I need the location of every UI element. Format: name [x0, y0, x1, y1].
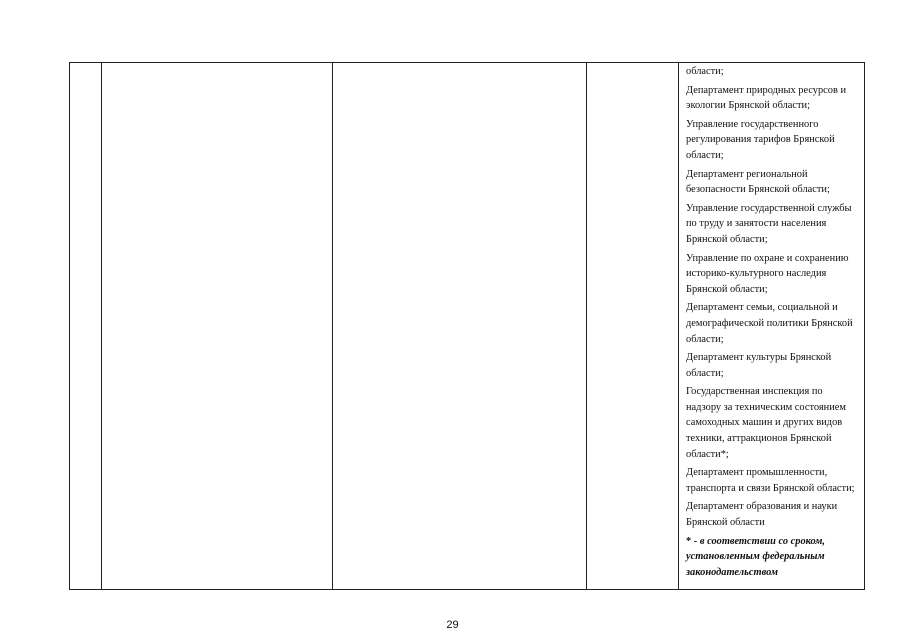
footnote: [679, 533, 864, 583]
column-divider: [101, 63, 102, 589]
table-entry: Управление по охране и сохранению историко-культурного наследия Брянской области;: [686, 252, 849, 295]
table-entry: Департамент образования и науки Брянской области: [686, 501, 838, 529]
footnote-star: *: [686, 535, 692, 547]
column-divider: [332, 63, 333, 589]
table-entry: области;: [686, 66, 724, 77]
table-entry: Департамент природных ресурсов и экологии Брянской области;: [686, 84, 847, 112]
responsible-bodies-cell: [679, 63, 864, 589]
table-entry: Департамент культуры Брянской области;: [686, 352, 832, 379]
table-entry: Департамент региональной безопасности Брянской области;: [686, 168, 830, 196]
page-number: 29: [446, 619, 459, 631]
table-entry: Департамент промышленности, транспорта и связи Брянской области;: [686, 467, 855, 494]
table-entry: Департамент семьи, социальной и демографической политики Брянской области;: [686, 302, 853, 345]
table-entry: Управление государственной службы по труду и занятости населения Брянской области;: [686, 202, 852, 245]
footnote-text: - в соответствии со сроком, установленным федеральным законодательством: [686, 535, 826, 578]
table: [69, 62, 865, 590]
table-entry: Государственная инспекция по надзору за техническим состоянием самоходных машин и других видов техники, аттракционов Брянской области*;: [686, 386, 846, 460]
column-divider: [586, 63, 587, 589]
table-entry: Управление государственного регулирования тарифов Брянской области;: [686, 118, 835, 161]
